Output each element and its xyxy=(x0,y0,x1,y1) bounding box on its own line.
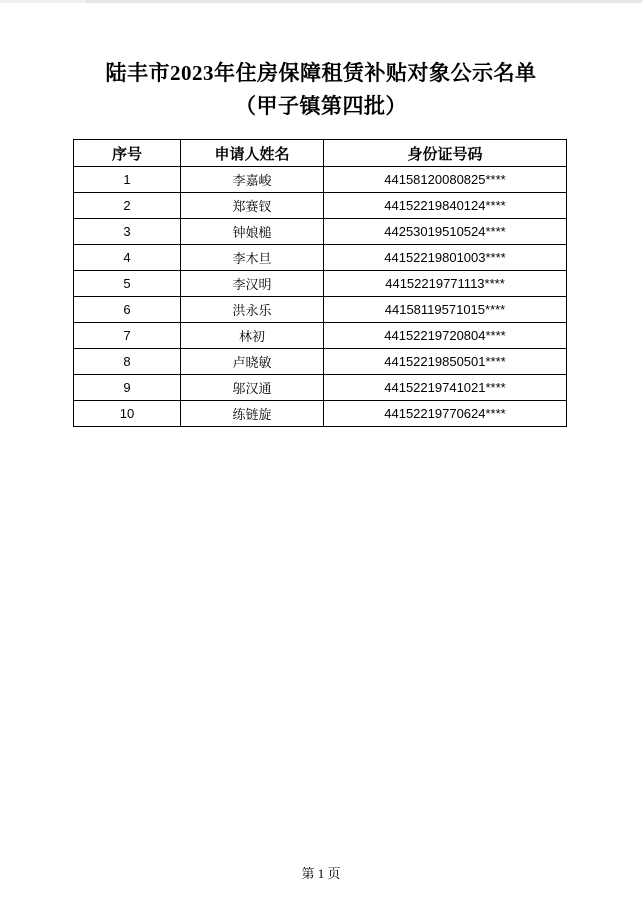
viewer-top-edge xyxy=(0,0,642,3)
table-row xyxy=(74,219,567,245)
table-row xyxy=(74,375,567,401)
cell-id-number: 44152219850501**** xyxy=(324,349,567,375)
cell-applicant-name: 郑赛钗 xyxy=(181,193,324,219)
cell-applicant-name: 练链旋 xyxy=(181,401,324,427)
page-number-footer: 第 1 页 xyxy=(301,866,341,881)
cell-index: 3 xyxy=(74,219,181,245)
cell-id-number: 44152219840124**** xyxy=(324,193,567,219)
applicant-table xyxy=(73,139,567,427)
viewer-top-edge-segment xyxy=(0,0,86,3)
table-row xyxy=(74,297,567,323)
table-row xyxy=(74,349,567,375)
page-title-line2: （甲子镇第四批） xyxy=(235,93,407,118)
cell-id-number: 44152219801003**** xyxy=(324,245,567,271)
cell-index: 6 xyxy=(74,297,181,323)
cell-id-number: 44253019510524**** xyxy=(324,219,567,245)
cell-applicant-name: 李木旦 xyxy=(181,245,324,271)
table-row xyxy=(74,193,567,219)
cell-applicant-name: 李嘉峻 xyxy=(181,167,324,193)
cell-id-number: 44158119571015**** xyxy=(324,297,567,323)
table-row xyxy=(74,167,567,193)
cell-index: 1 xyxy=(74,167,181,193)
cell-applicant-name: 林初 xyxy=(181,323,324,349)
cell-applicant-name: 李汉明 xyxy=(181,271,324,297)
cell-index: 8 xyxy=(74,349,181,375)
cell-index: 5 xyxy=(74,271,181,297)
table-header-cell: 身份证号码 xyxy=(324,140,567,167)
table-row xyxy=(74,401,567,427)
cell-id-number: 44152219741021**** xyxy=(324,375,567,401)
cell-index: 10 xyxy=(74,401,181,427)
cell-applicant-name: 邬汉通 xyxy=(181,375,324,401)
page-title xyxy=(0,0,642,122)
cell-id-number: 44152219770624**** xyxy=(324,401,567,427)
table-header-cell: 申请人姓名 xyxy=(181,140,324,167)
table-header-cell: 序号 xyxy=(74,140,181,167)
cell-index: 9 xyxy=(74,375,181,401)
cell-id-number: 44152219720804**** xyxy=(324,323,567,349)
cell-index: 7 xyxy=(74,323,181,349)
cell-id-number: 44158120080825**** xyxy=(324,167,567,193)
cell-index: 4 xyxy=(74,245,181,271)
cell-index: 2 xyxy=(74,193,181,219)
table-row xyxy=(74,271,567,297)
table-header-row xyxy=(74,140,567,167)
cell-id-number: 44152219771113**** xyxy=(324,271,567,297)
cell-applicant-name: 洪永乐 xyxy=(181,297,324,323)
cell-applicant-name: 卢晓敏 xyxy=(181,349,324,375)
table-body xyxy=(74,167,567,427)
page-title-line1: 陆丰市2023年住房保障租赁补贴对象公示名单 xyxy=(105,61,537,85)
table-row xyxy=(74,245,567,271)
table-row xyxy=(74,323,567,349)
cell-applicant-name: 钟娘槌 xyxy=(181,219,324,245)
